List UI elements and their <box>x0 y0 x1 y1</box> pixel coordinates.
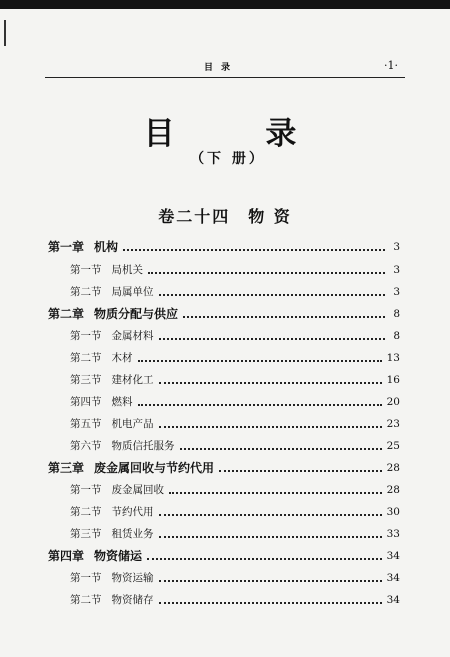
toc-entry-title: 局机关 <box>111 264 143 276</box>
toc-entry-number: 第一节 <box>70 484 102 496</box>
toc-section-row <box>70 481 400 497</box>
toc-section-row <box>70 283 400 299</box>
toc-entry-page: 3 <box>393 286 400 298</box>
volume-heading <box>0 204 450 227</box>
dot-leader <box>159 602 382 604</box>
page-subtitle: （下 册） <box>190 151 266 167</box>
toc-chapter-row <box>48 238 400 254</box>
toc-entry-number: 第三节 <box>70 374 102 386</box>
dot-leader <box>159 338 386 340</box>
toc-entry-title: 废金属回收 <box>111 484 164 496</box>
toc-entry-number: 第三节 <box>70 528 102 540</box>
toc-entry-number: 第一章 <box>48 240 85 254</box>
toc-section-row <box>70 525 400 541</box>
dot-leader <box>123 249 385 251</box>
toc-entry-number: 第六节 <box>70 440 102 452</box>
running-head-title: 目录 <box>204 63 239 73</box>
scan-edge-mark <box>4 20 6 46</box>
toc-entry-title: 燃料 <box>111 396 133 408</box>
toc-entry-page: 13 <box>386 352 400 364</box>
toc-entry-page: 28 <box>386 462 400 474</box>
page-number: ·1· <box>384 59 398 72</box>
toc-entry-number: 第四章 <box>48 549 85 563</box>
toc-entry-title: 物资运输 <box>111 572 154 584</box>
toc-entry-page: 8 <box>393 308 400 320</box>
toc-entry-page: 28 <box>386 484 400 496</box>
toc-entry-title: 物资储存 <box>111 594 154 606</box>
toc-chapter-row <box>48 459 400 475</box>
toc-entry-page: 34 <box>386 572 400 584</box>
toc-section-row <box>70 261 400 277</box>
toc-section-row <box>70 503 400 519</box>
dot-leader <box>138 404 382 406</box>
dot-leader <box>219 470 382 472</box>
toc-section-row <box>70 569 400 585</box>
toc-entry-number: 第二节 <box>70 352 102 364</box>
dot-leader <box>147 558 382 560</box>
dot-leader <box>169 492 382 494</box>
toc-entry-page: 23 <box>386 418 400 430</box>
toc-entry-title: 租赁业务 <box>111 528 154 540</box>
toc-entry-number: 第一节 <box>70 264 102 276</box>
volume-subject: 物 资 <box>248 207 292 226</box>
dot-leader <box>183 316 385 318</box>
toc-entry-title: 建材化工 <box>111 374 154 386</box>
toc-entry-title: 物质分配与供应 <box>94 307 179 321</box>
dot-leader <box>148 272 385 274</box>
toc-entry-number: 第一节 <box>70 572 102 584</box>
toc-section-row <box>70 327 400 343</box>
toc-entry-page: 34 <box>386 594 400 606</box>
toc-entry-number: 第二节 <box>70 594 102 606</box>
toc-section-row <box>70 393 400 409</box>
toc-entry-page: 25 <box>386 440 400 452</box>
dot-leader <box>159 382 382 384</box>
toc-entry-page: 20 <box>386 396 400 408</box>
toc-entry-number: 第一节 <box>70 330 102 342</box>
dot-leader <box>180 448 382 450</box>
toc-section-row <box>70 371 400 387</box>
toc-entry-title: 木材 <box>111 352 133 364</box>
toc-entry-title: 机构 <box>94 240 119 254</box>
dot-leader <box>159 514 382 516</box>
toc-entry-page: 30 <box>386 506 400 518</box>
toc-entry-title: 局属单位 <box>111 286 154 298</box>
toc-entry-title: 机电产品 <box>111 418 154 430</box>
toc-entry-number: 第二节 <box>70 506 102 518</box>
toc-chapter-row <box>48 547 400 563</box>
dot-leader <box>159 536 382 538</box>
toc-entry-page: 8 <box>393 330 400 342</box>
toc-entry-number: 第二节 <box>70 286 102 298</box>
toc-entry-number: 第四节 <box>70 396 102 408</box>
header-rule <box>45 77 405 78</box>
dot-leader <box>138 360 382 362</box>
toc-entry-number: 第五节 <box>70 418 102 430</box>
running-head <box>0 60 450 76</box>
toc-entry-title: 物资储运 <box>94 549 143 563</box>
toc-entry-title: 物质信托服务 <box>111 440 175 452</box>
toc-chapter-row <box>48 305 400 321</box>
toc-entry-page: 16 <box>386 374 400 386</box>
toc-entry-page: 3 <box>393 241 400 253</box>
toc-entry-title: 废金属回收与节约代用 <box>94 461 215 475</box>
toc-section-row <box>70 591 400 607</box>
toc-entry-page: 3 <box>393 264 400 276</box>
toc-entry-page: 34 <box>386 550 400 562</box>
toc-section-row <box>70 437 400 453</box>
dot-leader <box>159 294 386 296</box>
toc-entry-number: 第二章 <box>48 307 85 321</box>
toc-entry-title: 金属材料 <box>111 330 154 342</box>
page-title: 目 录 <box>143 116 337 152</box>
dot-leader <box>159 426 382 428</box>
toc-entry-title: 节约代用 <box>111 506 154 518</box>
page-top-edge <box>0 0 450 9</box>
toc-section-row <box>70 349 400 365</box>
dot-leader <box>159 580 382 582</box>
toc-section-row <box>70 415 400 431</box>
toc-entry-number: 第三章 <box>48 461 85 475</box>
toc-entry-page: 33 <box>386 528 400 540</box>
volume-name: 卷二十四 <box>158 207 231 226</box>
